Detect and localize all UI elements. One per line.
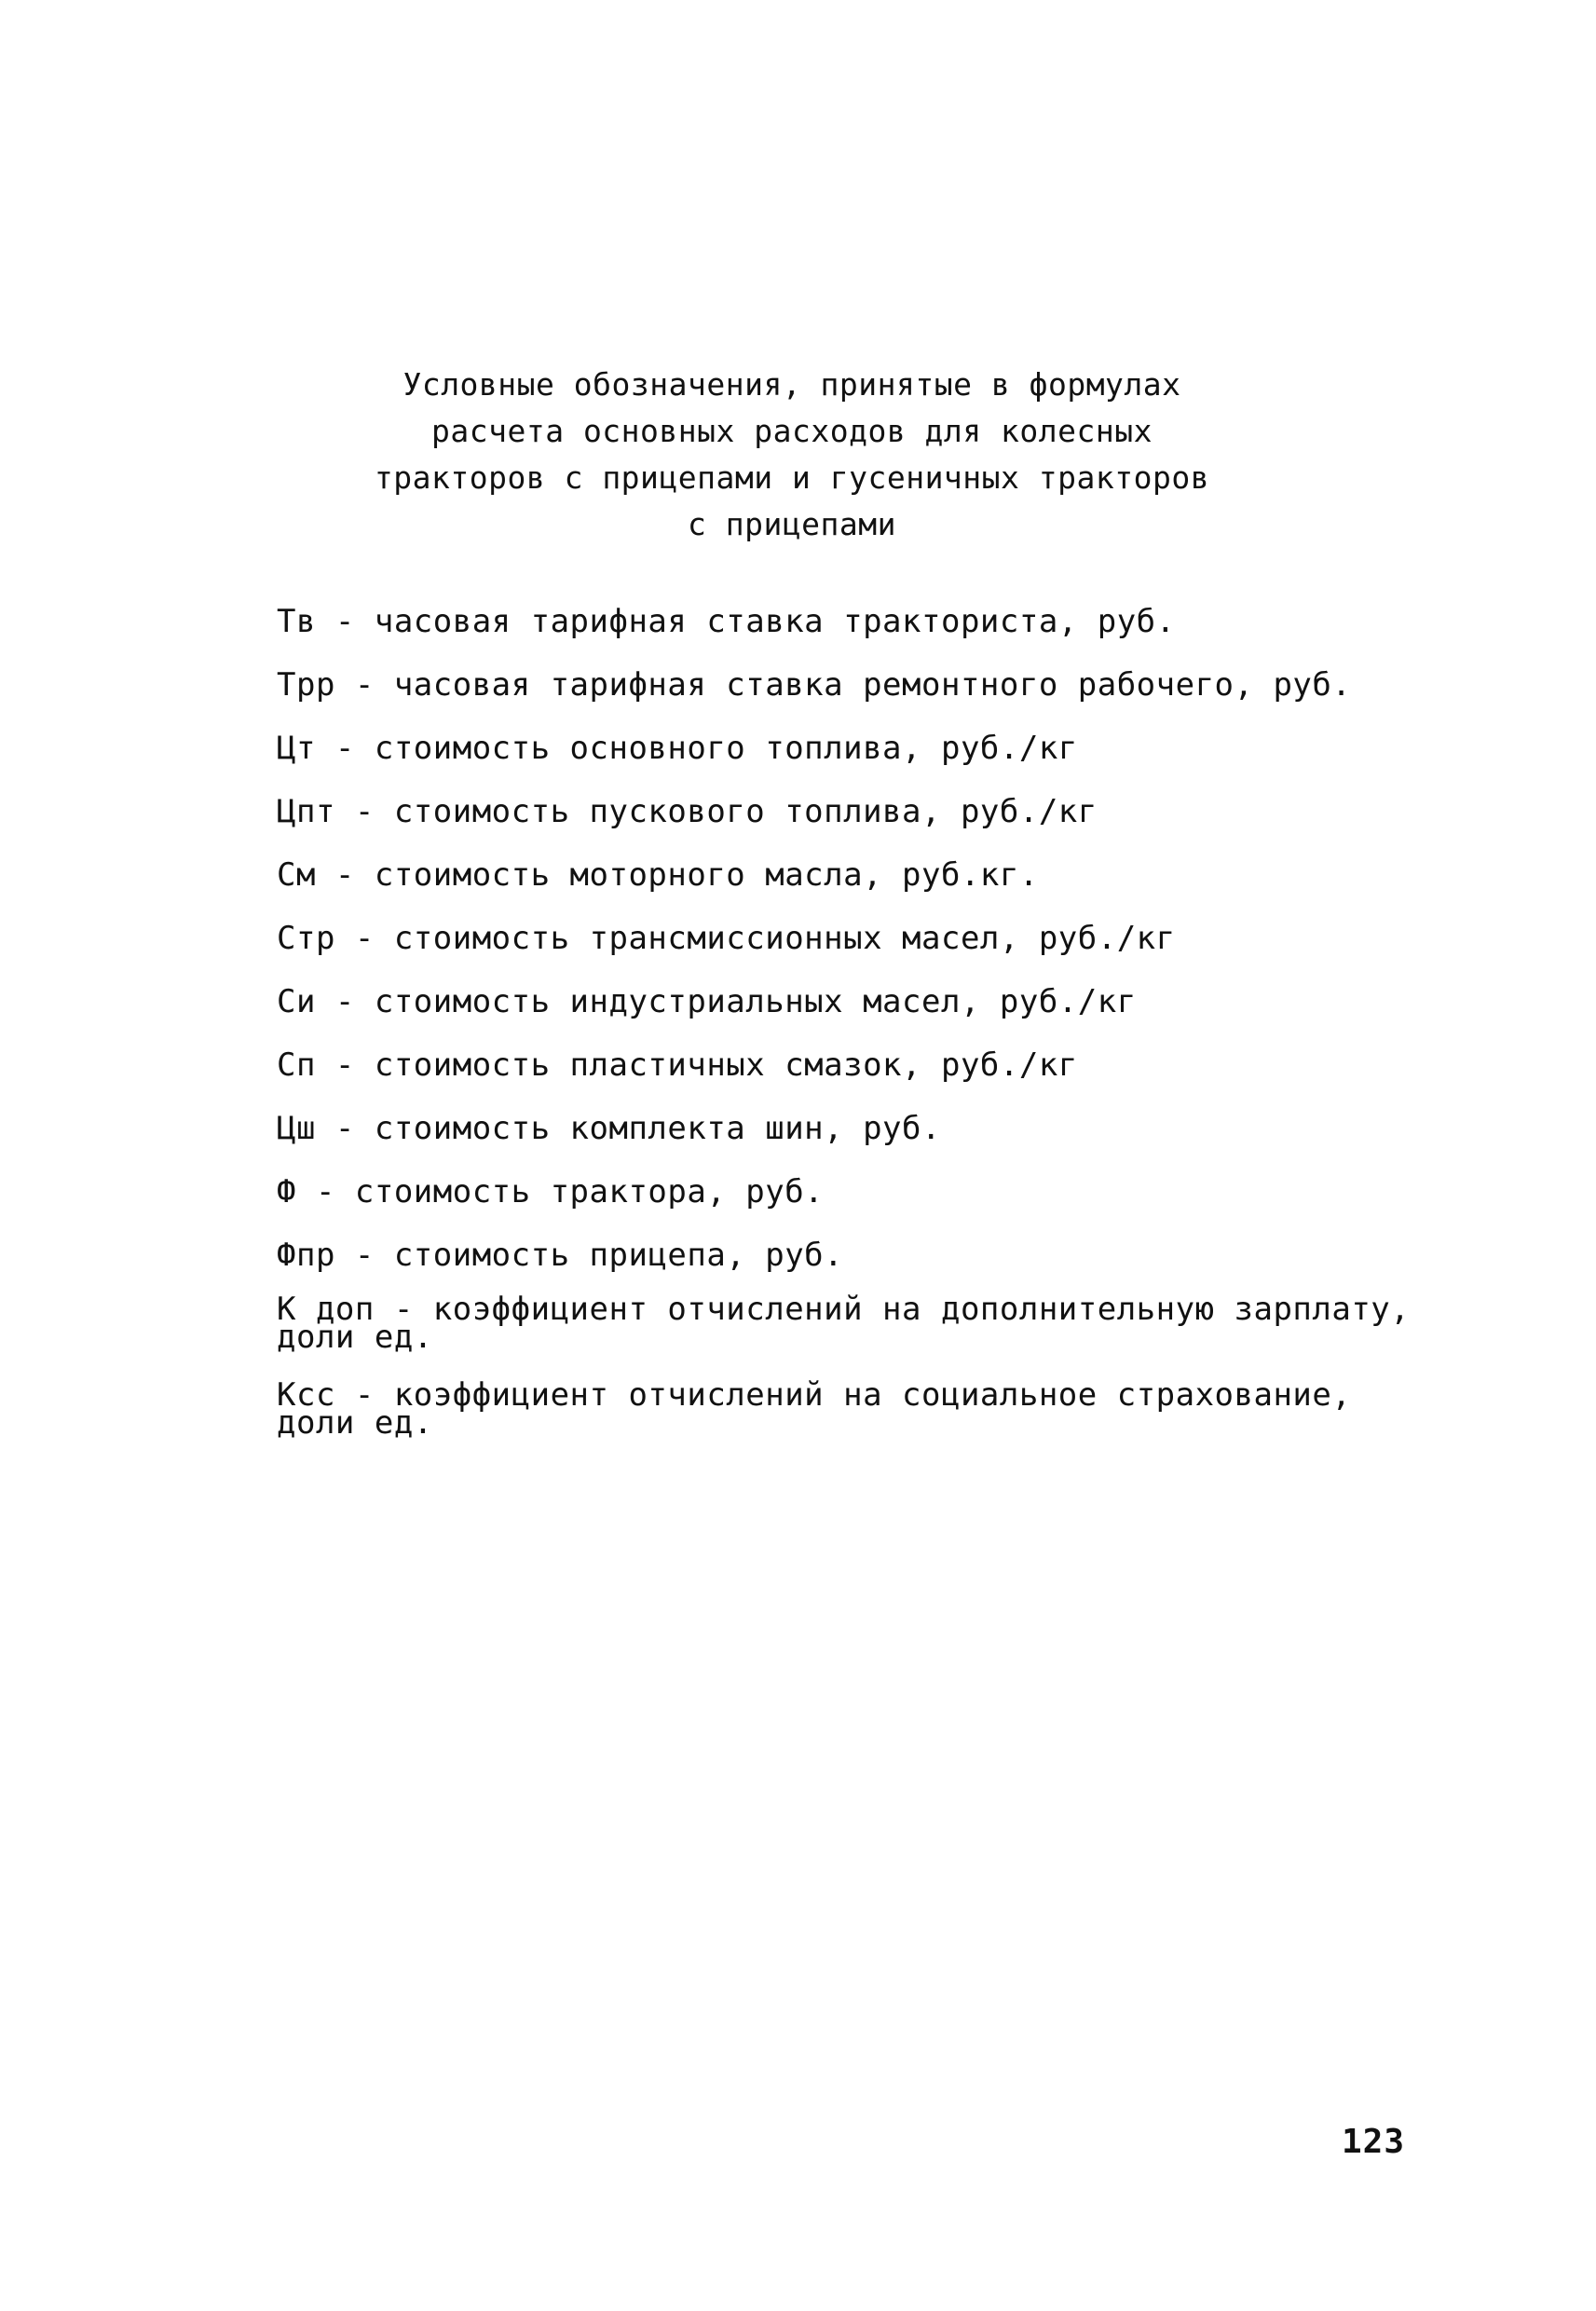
definition-si: Си - стоимость индустриальных масел, руб./кг xyxy=(277,983,1137,1020)
definition-kdop-continuation: доли ед. xyxy=(277,1319,433,1356)
definition-sp: Сп - стоимость пластичных смазок, руб./кг xyxy=(277,1046,1078,1084)
definition-f: Ф - стоимость трактора, руб. xyxy=(277,1173,825,1210)
definitions-list xyxy=(277,598,1441,1467)
heading-line-1: Условные обозначения, принятые в формулах xyxy=(402,366,1181,403)
definition-ct: Цт - стоимость основного топлива, руб./кг xyxy=(277,730,1078,767)
definition-cpt: Цпт - стоимость пускового топлива, руб./кг xyxy=(277,793,1098,830)
definition-kss-continuation: доли ед. xyxy=(277,1404,433,1442)
section-heading xyxy=(280,362,1304,548)
definition-tv: Тв - часовая тарифная ставка тракториста, руб. xyxy=(277,603,1176,640)
definition-kss xyxy=(277,1376,1441,1442)
definition-kdop-text: К доп - коэффициент отчислений на дополнительную зарплату, xyxy=(277,1291,1411,1328)
definition-csh: Цш - стоимость комплекта шин, руб. xyxy=(277,1110,941,1147)
heading-line-2: расчета основных расходов для колесных xyxy=(431,413,1153,449)
definition-fpr: Фпр - стоимость прицепа, руб. xyxy=(277,1237,844,1274)
definition-kss-text: Ксс - коэффициент отчислений на социальное страхование, xyxy=(277,1376,1352,1414)
definition-kdop xyxy=(277,1291,1441,1356)
definition-str: Стр - стоимость трансмиссионных масел, руб./кг xyxy=(277,920,1176,957)
page-number: 123 xyxy=(1342,2123,1406,2161)
heading-line-4: с прицепами xyxy=(687,506,897,542)
heading-line-3: тракторов с прицепами и гусеничных тракторов xyxy=(374,459,1210,496)
definition-sm: См - стоимость моторного масла, руб.кг. xyxy=(277,856,1039,894)
definition-trr: Трр - часовая тарифная ставка ремонтного рабочего, руб. xyxy=(277,666,1352,704)
